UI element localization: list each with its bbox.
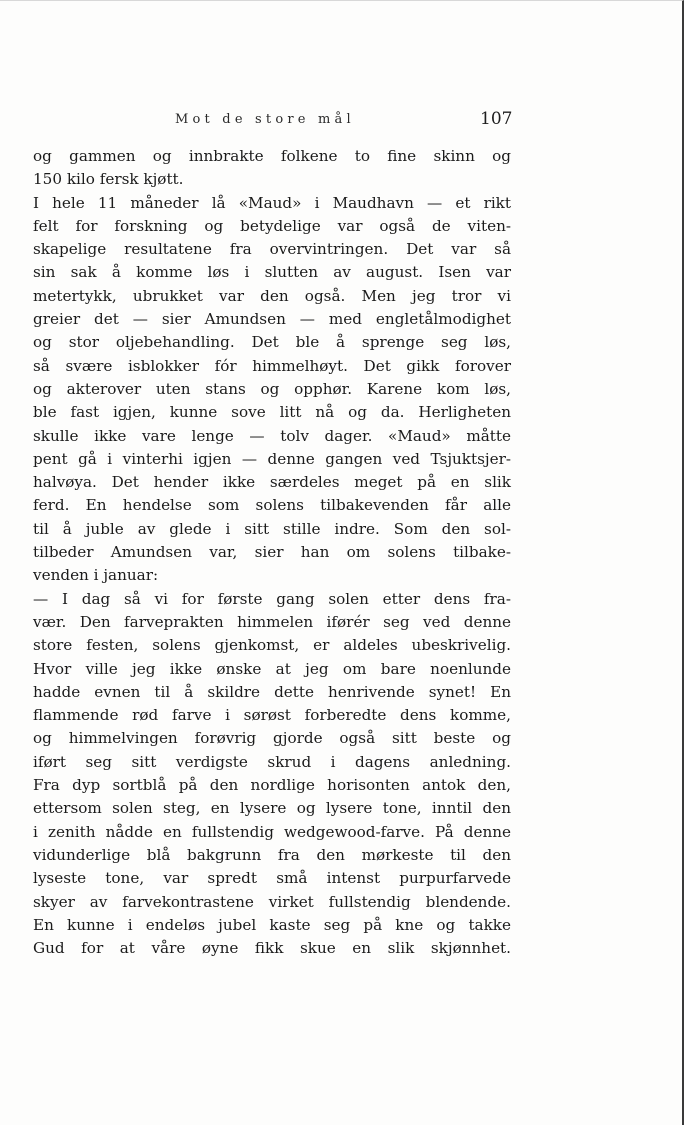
text-line: Hvor ville jeg ikke ønske at jeg om bare noenlunde (33, 659, 511, 678)
text-line: ettersom solen steg, en lysere og lysere tone, inntil den (33, 799, 511, 818)
text-line: tilbeder Amundsen var, sier han om solens tilbake- (33, 543, 511, 562)
text-line: og himmelvingen forøvrig gjorde også sitt beste og (33, 729, 511, 748)
text-line: skapelige resultatene fra overvintringen. Det var så (33, 240, 511, 259)
text-line: til å juble av glede i sitt stille indre. Som den sol- (33, 519, 511, 538)
page-number: 107 (480, 109, 513, 129)
text-line: felt for forskning og betydelige var også de viten- (33, 216, 511, 235)
text-line: halvøya. Det hender ikke særdeles meget på en slik (33, 473, 511, 492)
text-line: vidunderlige blå bakgrunn fra den mørkeste til den (33, 845, 511, 864)
text-line: ferd. En hendelse som solens tilbakevenden får alle (33, 496, 511, 515)
text-line: pent gå i vinterhi igjen — denne gangen ved Tsjuktsjer- (33, 449, 511, 468)
text-line: Fra dyp sortblå på den nordlige horisonten antok den, (33, 776, 511, 795)
text-line: hadde evnen til å skildre dette henrivende synet! En (33, 682, 511, 701)
text-line: og akterover uten stans og opphør. Karene kom løs, (33, 379, 511, 398)
text-line: En kunne i endeløs jubel kaste seg på kne og takke (33, 915, 511, 934)
text-line: venden i januar: (33, 566, 159, 585)
text-line: flammende rød farve i sørøst forberedte dens komme, (33, 706, 511, 725)
body-text (33, 145, 511, 960)
text-line: ble fast igjen, kunne sove litt nå og da. Herligheten (33, 403, 511, 422)
text-line: og gammen og innbrakte folkene to fine skinn og (33, 147, 511, 165)
text-line: lyseste tone, var spredt små intenst purpurfarvede (33, 869, 511, 888)
text-line: greier det — sier Amundsen — med engletålmodighet (33, 310, 511, 329)
text-line: sin sak å komme løs i slutten av august. Isen var (33, 263, 511, 282)
text-line: skulle ikke vare lenge — tolv dager. «Maud» måtte (33, 426, 511, 445)
text-line: metertykk, ubrukket var den også. Men jeg tror vi (33, 286, 511, 305)
text-line: I hele 11 måneder lå «Maud» i Maudhavn — et rikt (33, 193, 511, 212)
text-line: skyer av farvekontrastene virket fullstendig blendende. (33, 892, 511, 911)
text-line: 150 kilo fersk kjøtt. (33, 170, 184, 189)
text-line: Gud for at våre øyne fikk skue en slik skjønnhet. (33, 939, 511, 958)
running-title: Mot de store mål (175, 112, 355, 127)
text-line: og stor oljebehandling. Det ble å sprenge seg løs, (33, 333, 511, 352)
text-line: store festen, solens gjenkomst, er aldeles ubeskrivelig. (33, 636, 511, 655)
text-line: så svære isblokker fór himmelhøyt. Det gikk forover (33, 356, 511, 375)
text-line: i zenith nådde en fullstendig wedgewood-farve. På denne (33, 822, 511, 841)
text-line: — I dag så vi for første gang solen etter dens fra- (33, 589, 511, 608)
text-line: vær. Den farveprakten himmelen iførér seg ved denne (33, 612, 511, 631)
text-line: iført seg sitt verdigste skrud i dagens anledning. (33, 752, 511, 771)
